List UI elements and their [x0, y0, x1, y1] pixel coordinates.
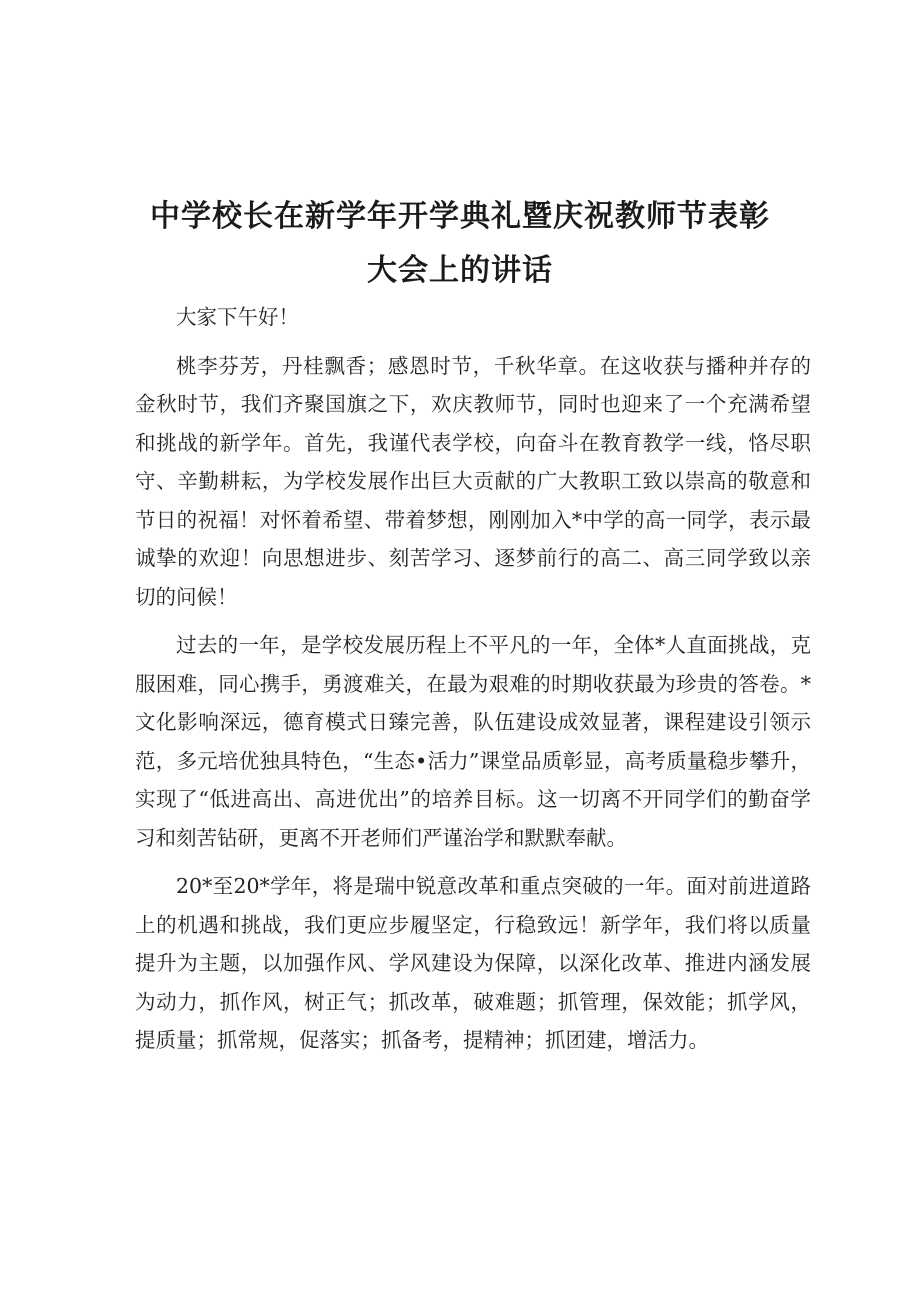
document-body [135, 298, 811, 1070]
greeting: 大家下午好！ [176, 305, 299, 329]
paragraph-1: 桃李芬芳，丹桂飘香；感恩时节，千秋华章。在这收获与播种并存的金秋时节，我们齐聚国旗之下，欢庆教师节，同时也迎来了一个充满希望和挑战的新学年。首先，我谨代表学校，向奋斗在教育教学一线，恪尽职守、辛勤耕耘，为学校发展作出巨大贡献的广大教职工致以崇高的敬意和节日的祝福！对怀着希望、带着梦想，刚刚加入*中学的高一同学，表示最诚挚的欢迎！向思想进步、刻苦学习、逐梦前行的高二、高三同学致以亲切的问候！ [135, 353, 811, 609]
title-line-2: 大会上的讲话 [367, 253, 553, 288]
document-title [100, 190, 820, 298]
paragraph-3: 20*至20*学年，将是瑞中锐意改革和重点突破的一年。面对前进道路上的机遇和挑战，我们更应步履坚定，行稳致远！新学年，我们将以质量提升为主题，以加强作风、学风建设为保障，以深化改革、推进内涵发展为动力，抓作风，树正气；抓改革，破难题；抓管理，保效能；抓学风，提质量；抓常规，促落实；抓备考，提精神；抓团建，增活力。 [135, 874, 811, 1052]
title-line-1: 中学校长在新学年开学典礼暨庆祝教师节表彰 [150, 199, 770, 234]
paragraph-2: 过去的一年，是学校发展历程上不平凡的一年，全体*人直面挑战，克服困难，同心携手，勇渡难关，在最为艰难的时期收获最为珍贵的答卷。*文化影响深远，德育模式日臻完善，队伍建设成效显著，课程建设引领示范，多元培优独具特色，“生态•活力”课堂品质彰显，高考质量稳步攀升，实现了“低进高出、高进优出”的培养目标。这一切离不开同学们的勤奋学习和刻苦钻研，更离不开老师们严谨治学和默默奉献。 [135, 633, 811, 850]
